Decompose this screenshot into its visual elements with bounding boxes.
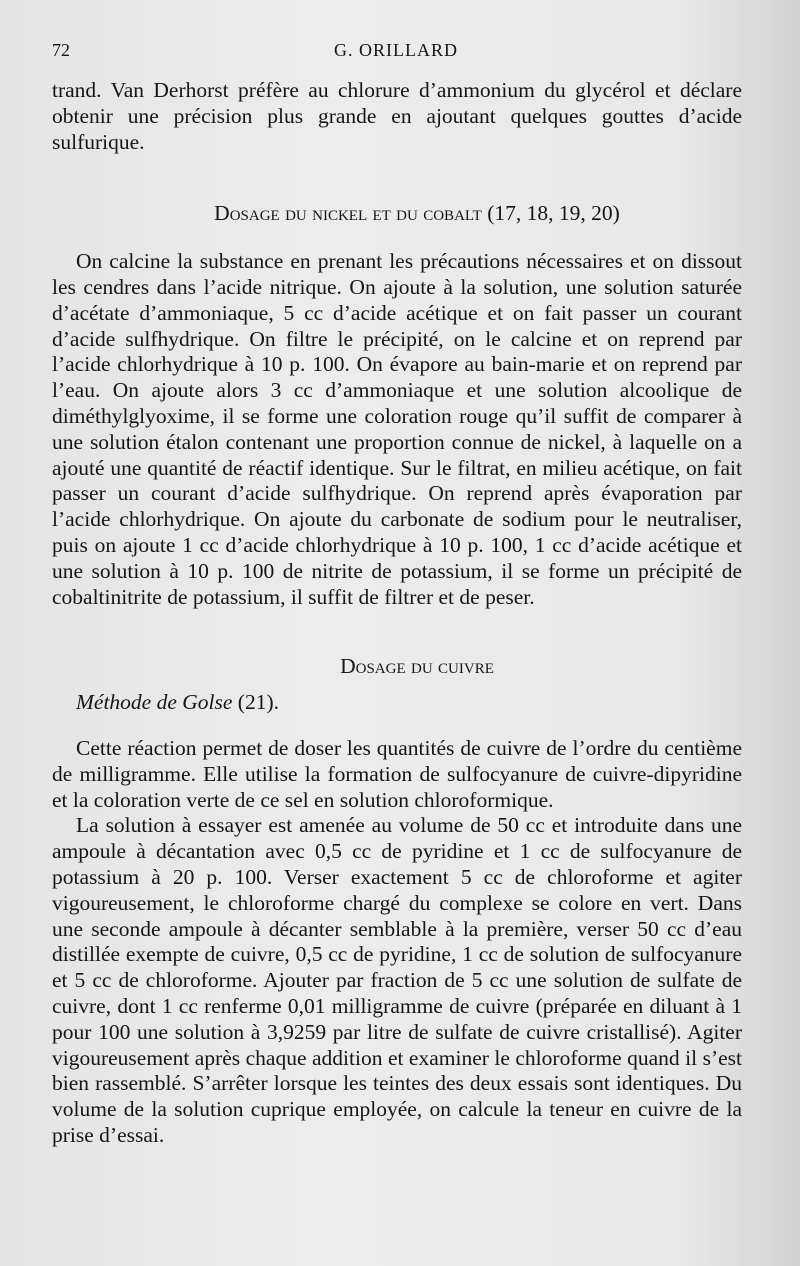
nickel-cobalt-paragraph: On calcine la substance en prenant les précautions nécessaires et on dissout les cendres dans l’acide nitrique. On ajoute à la solution, une solution saturée d’acétate d’ammoniaque, 5 cc d’acide acétique et on fait passer un courant d’acide sulfhydrique. On filtre le précipité, on le calcine et on reprend par l’acide chlorhydrique à 10 p. 100. On évapore au bain-marie et on reprend par l’eau. On ajoute alors 3 cc d’ammoniaque et une solution alcoolique de diméthylglyoxime, il se forme une coloration rouge qu’il suffit de comparer à une solution étalon contenant une proportion connue de nickel, à laquelle on a ajouté une quantité de réactif identique. Sur le filtrat, en milieu acétique, on fait passer un courant d’acide sulfhydrique. On reprend après évaporation par l’acide chlorhydrique. On ajoute du carbonate de sodium pour le neutraliser, puis on ajoute 1 cc d’acide chlorhydrique à 10 p. 100, 1 cc d’acide acétique et une solution à 10 p. 100 de nitrite de potassium, il se forme un précipité de cobaltinitrite de potassium, il suffit de filtrer et de peser. (52, 249, 742, 609)
running-head-author: G. ORILLARD (334, 40, 458, 60)
cuivre-paragraph-1: Cette réaction permet de doser les quantités de cuivre de l’ordre du centième de milligramme. Elle utilise la formation de sulfocyanure de cuivre-dipyridine et la coloration verte de ce sel en solution chloroformique. (52, 735, 742, 812)
section-heading-cuivre: Dosage du cuivre (340, 654, 494, 679)
heading-references: (17, 18, 19, 20) (487, 201, 620, 226)
continuation-paragraph: trand. Van Derhorst préfère au chlorure d’ammonium du glycérol et déclare obtenir une précision plus grande en ajoutant quelques gouttes d’acide sulfurique. (52, 78, 742, 154)
section-heading-nickel-cobalt (52, 201, 742, 227)
page-number: 72 (52, 40, 70, 60)
running-header (52, 40, 740, 64)
method-reference: (21). (237, 690, 279, 715)
heading-title: Dosage du nickel et du cobalt (214, 201, 482, 226)
body-text (52, 78, 742, 1149)
cuivre-paragraph-2: La solution à essayer est amenée au volume de 50 cc et introduite dans une ampoule à décantation avec 0,5 cc de pyridine et 1 cc de sulfocyanure de potassium à 20 p. 100. Verser exactement 5 cc de chloroforme et agiter vigoureusement, le chloroforme chargé du complexe se colore en vert. Dans une seconde ampoule à décanter semblable à la première, verser 50 cc d’eau distillée exempte de cuivre, 0,5 cc de pyridine, 1 cc de solution de sulfocyanure et 5 cc de chloroforme. Ajouter par fraction de 5 cc une solution de sulfate de cuivre, dont 1 cc renferme 0,01 milligramme de cuivre (préparée en diluant à 1 pour 100 une solution à 3,9259 par litre de sulfate de cuivre cristallisé). Agiter vigoureusement après chaque addition et examiner le chloroforme quand il s’est bien rassemblé. S’arrêter lorsque les teintes des deux essais sont identiques. Du volume de la solution cuprique employée, on calcule la teneur en cuivre de la prise d’essai. (52, 813, 742, 1147)
method-subheading (76, 690, 742, 716)
method-title: Méthode de Golse (76, 690, 233, 715)
